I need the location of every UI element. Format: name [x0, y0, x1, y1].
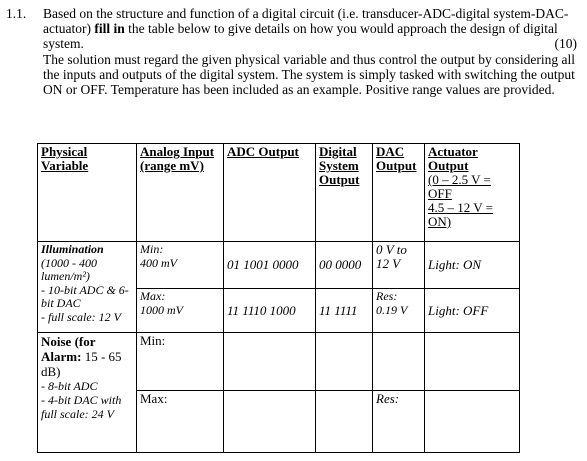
illumination-dac-res — [373, 289, 425, 333]
header-digital-output — [316, 144, 373, 242]
illumination-variable-cell — [38, 242, 137, 333]
actuator-on-range: 4.5 – 12 V = ON) — [428, 200, 493, 229]
header-physical-variable — [38, 144, 137, 242]
illumination-digital-min: 00 0000 — [316, 242, 373, 289]
noise-dac-min — [373, 333, 425, 391]
design-table — [37, 143, 520, 453]
marks-label: (10) — [554, 36, 577, 52]
noise-title-text: Noise (for Alarm: — [41, 334, 96, 364]
noise-variable-cell — [38, 333, 137, 453]
noise-dac-spec: - 4-bit DAC with full scale: 24 V — [41, 393, 122, 421]
illumination-actuator-min: Light: ON — [425, 242, 520, 289]
intro-bold: fill in — [94, 21, 125, 37]
res-value: 0.19 V — [376, 302, 408, 317]
header-row — [38, 144, 520, 242]
header-adc-output — [224, 144, 316, 242]
noise-adc-max — [224, 391, 316, 453]
noise-actuator-min — [425, 333, 520, 391]
noise-title — [41, 334, 133, 379]
question-text — [43, 6, 577, 97]
header-actuator-label: Actuator Output — [428, 144, 478, 173]
noise-adc-spec: - 8-bit ADC — [41, 379, 98, 393]
header-physical-label: Physical Variable — [41, 144, 89, 173]
header-dac-label: DAC Output — [376, 144, 417, 173]
question-instructions: The solution must regard the given physical variable and thus control the output by considering all the inputs and outputs of the digital system. The system is simply tasked with switching the output ON or OFF. Temperature has been included as an example. Positive range values are provided. — [43, 51, 576, 98]
illumination-adc-spec: - 10-bit ADC & 6-bit DAC — [41, 282, 129, 310]
header-analog-label: Analog Input (range mV) — [140, 144, 215, 173]
noise-adc-min — [224, 333, 316, 391]
header-analog-input — [137, 144, 224, 242]
noise-min-row — [38, 333, 520, 391]
noise-analog-max: Max: — [137, 391, 224, 453]
noise-digital-min — [316, 333, 373, 391]
noise-actuator-max — [425, 391, 520, 453]
header-digital-label: Digital System Output — [319, 144, 360, 187]
res-label: Res: — [376, 289, 398, 303]
min-label: Min: — [140, 242, 164, 256]
question-intro — [43, 6, 577, 52]
header-adc-label: ADC Output — [227, 144, 299, 159]
noise-dac-res: Res: — [373, 391, 425, 453]
illumination-analog-max — [137, 289, 224, 333]
min-value: 400 mV — [140, 255, 177, 270]
illumination-analog-min — [137, 242, 224, 289]
actuator-off-range: (0 – 2.5 V = OFF — [428, 172, 491, 201]
illumination-full-scale: - full scale: 12 V — [41, 309, 121, 324]
question-number: 1.1. — [6, 6, 27, 21]
noise-range: 15 - 65 dB) — [41, 349, 122, 379]
header-actuator-output — [425, 144, 520, 242]
illumination-min-row — [38, 242, 520, 289]
noise-analog-min: Min: — [137, 333, 224, 391]
intro-text-end: the table below to give details on how you would approach the design of digital system. — [43, 21, 558, 52]
noise-digital-max — [316, 391, 373, 453]
illumination-adc-min: 01 1001 0000 — [224, 242, 316, 289]
illumination-actuator-max: Light: OFF — [425, 289, 520, 333]
intro-text: Based on the structure and function of a digital circuit (i.e. transducer-ADC-digital system-DAC-actuator) — [43, 6, 569, 37]
max-value: 1000 mV — [140, 302, 183, 317]
illumination-range: (1000 - 400 lumen/m²) — [41, 255, 97, 283]
header-dac-output — [373, 144, 425, 242]
illumination-title: Illumination — [41, 242, 104, 256]
illumination-adc-max: 11 1110 1000 — [224, 289, 316, 333]
max-label: Max: — [140, 289, 166, 303]
illumination-digital-max: 11 1111 — [316, 289, 373, 333]
illumination-dac-min: 0 V to 12 V — [373, 242, 425, 289]
